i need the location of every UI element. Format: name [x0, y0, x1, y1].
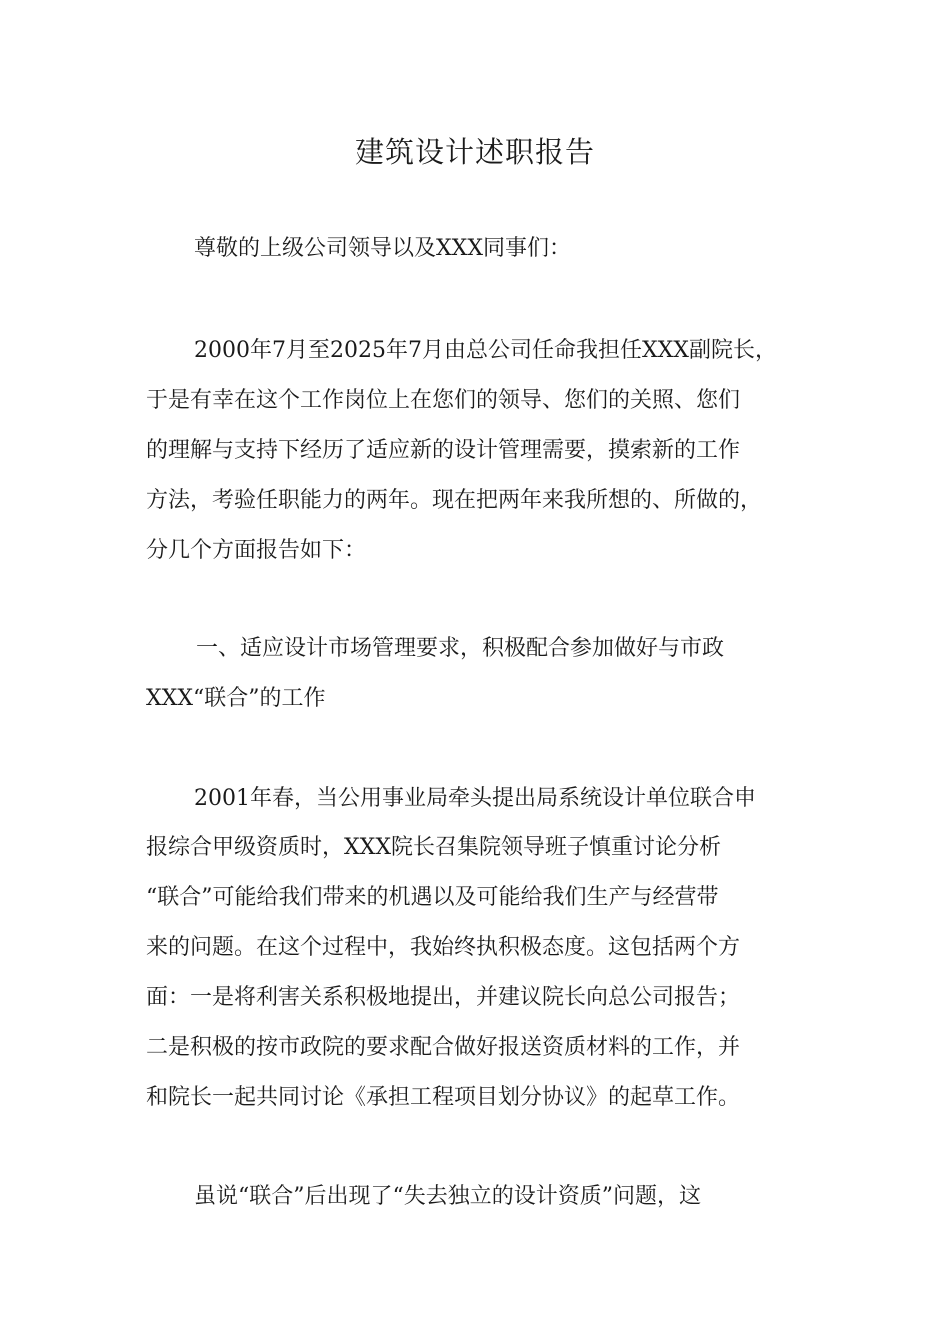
paragraph-line: “联合”可能给我们带来的机遇以及可能给我们生产与经营带 — [146, 885, 719, 910]
paragraph-line: 面：一是将利害关系积极地提出，并建议院长向总公司报告； — [146, 985, 741, 1010]
paragraph-line: 和院长一起共同讨论《承担工程项目划分协议》的起草工作。 — [146, 1085, 741, 1110]
section-heading-line: XXX“联合”的工作 — [146, 686, 326, 711]
paragraph-line: 2001年春，当公用事业局牵头提出局系统设计单位联合申 — [194, 786, 756, 811]
paragraph-line: 于是有幸在这个工作岗位上在您们的领导、您们的关照、您们 — [146, 388, 741, 413]
paragraph-line: 二是积极的按市政院的要求配合做好报送资质材料的工作，并 — [146, 1035, 741, 1060]
paragraph-line: 虽说“联合”后出现了“失去独立的设计资质”问题，这 — [194, 1184, 701, 1209]
salutation: 尊敬的上级公司领导以及XXX同事们： — [194, 236, 571, 261]
paragraph-line: 分几个方面报告如下： — [146, 538, 367, 563]
section-heading-line: 一、适应设计市场管理要求，积极配合参加做好与市政 — [196, 636, 725, 661]
paragraph-line: 的理解与支持下经历了适应新的设计管理需要，摸索新的工作 — [146, 438, 741, 463]
paragraph-line: 方法，考验任职能力的两年。现在把两年来我所想的、所做的， — [146, 488, 763, 513]
paragraph-line: 来的问题。在这个过程中，我始终执积极态度。这包括两个方 — [146, 935, 741, 960]
paragraph-line: 报综合甲级资质时，XXX院长召集院领导班子慎重讨论分析 — [146, 835, 721, 860]
paragraph-line: 2000年7月至2025年7月由总公司任命我担任XXX副院长， — [194, 338, 777, 363]
document-title: 建筑设计述职报告 — [354, 135, 595, 169]
